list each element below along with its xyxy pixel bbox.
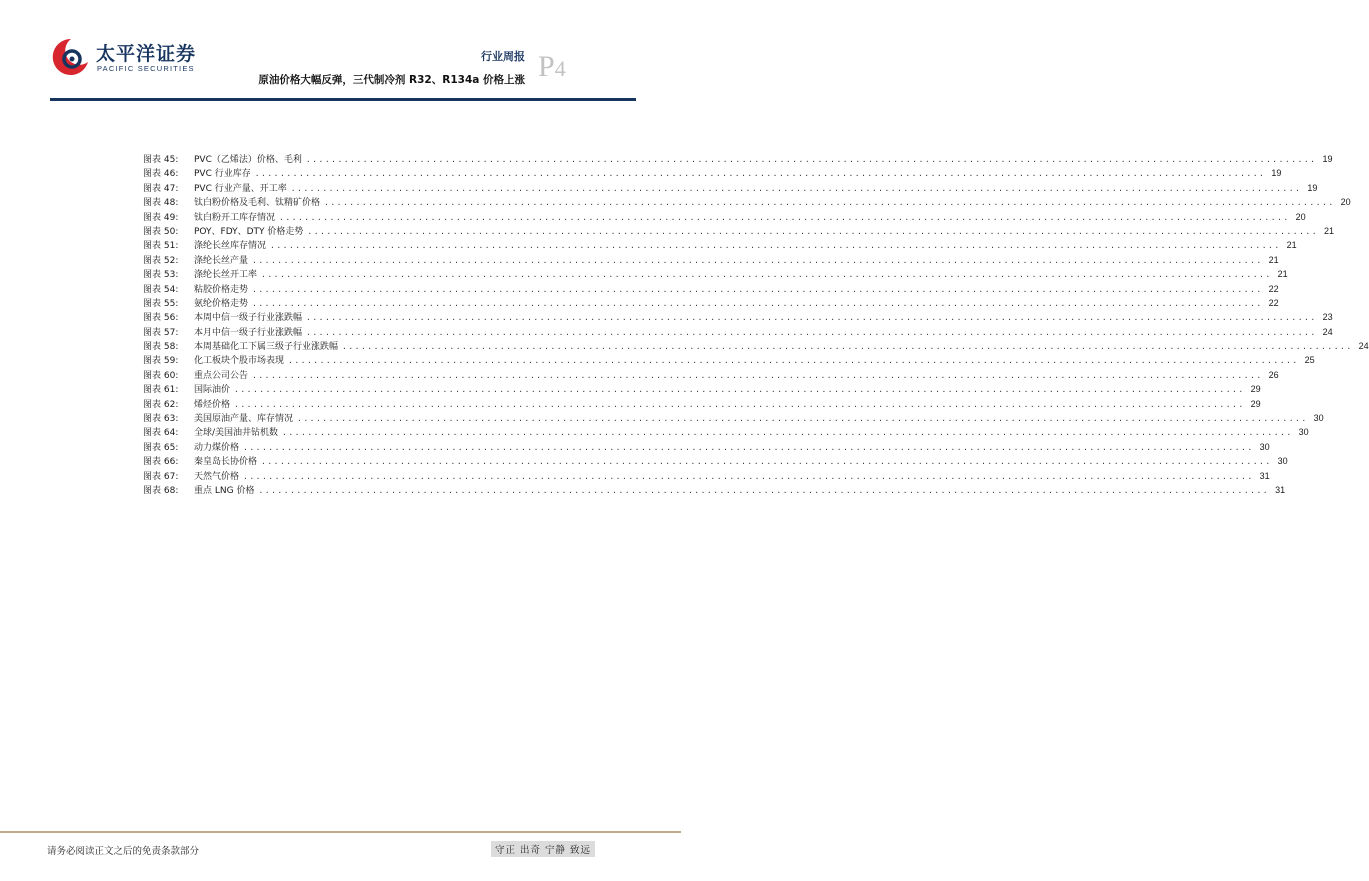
page-number: [538, 52, 566, 82]
toc-figure-title: 钛白粉开工库存情况: [194, 212, 276, 223]
toc-dot-leader: ................................................................................................................................................................: [261, 457, 1272, 467]
toc-figure-title: 重点公司公告: [194, 370, 249, 381]
toc-figure-label: 图表 49:: [143, 212, 179, 223]
toc-figure-title: 秦皇岛长协价格: [194, 457, 258, 468]
toc-figure-label: 图表 65:: [143, 442, 179, 453]
toc-figure-label: 图表 46:: [143, 169, 179, 180]
toc-figure-title: 钛白粉价格及毛利、钛精矿价格: [194, 198, 321, 209]
toc-entry[interactable]: [143, 469, 1270, 483]
toc-dot-leader: ................................................................................................................................................................: [306, 313, 1317, 323]
toc-figure-title: 涤纶长丝开工率: [194, 270, 258, 281]
toc-page-number: 23: [1322, 312, 1333, 323]
toc-figure-title: 本月中信一级子行业涨跌幅: [194, 327, 303, 338]
toc-figure-title: 国际油价: [194, 385, 231, 396]
toc-dot-leader: ................................................................................................................................................................: [306, 327, 1317, 337]
toc-dot-leader: ................................................................................................................................................................: [243, 442, 1254, 452]
toc-entry[interactable]: [143, 339, 1369, 353]
toc-dot-leader: ................................................................................................................................................................: [261, 270, 1272, 280]
toc-entry[interactable]: [143, 382, 1261, 396]
toc-figure-label: 图表 60:: [143, 370, 179, 381]
toc-figure-title: 涤纶长丝库存情况: [194, 241, 267, 252]
toc-dot-leader: ................................................................................................................................................................: [243, 471, 1254, 481]
toc-figure-title: 化工板块个股市场表现: [194, 356, 285, 367]
toc-figure-title: PVC 行业产量、开工率: [194, 183, 287, 194]
toc-page-number: 25: [1304, 355, 1315, 366]
toc-figure-label: 图表 58:: [143, 342, 179, 353]
toc-page-number: 21: [1268, 254, 1279, 265]
toc-figure-label: 图表 48:: [143, 198, 179, 209]
toc-figure-label: 图表 59:: [143, 356, 179, 367]
toc-dot-leader: ................................................................................................................................................................: [290, 183, 1302, 193]
toc-figure-label: 图表 55:: [143, 298, 179, 309]
toc-figure-title: 粘胶价格走势: [194, 284, 249, 295]
pacific-securities-logo-icon: [50, 36, 92, 78]
footer-divider: [0, 831, 681, 833]
toc-page-number: 29: [1250, 384, 1261, 395]
toc-figure-title: 氨纶价格走势: [194, 298, 249, 309]
toc-figure-label: 图表 47:: [143, 183, 179, 194]
toc-page-number: 21: [1286, 240, 1297, 251]
toc-page-number: 29: [1250, 398, 1261, 409]
toc-entry[interactable]: [143, 296, 1279, 310]
toc-dot-leader: ................................................................................................................................................................: [282, 428, 1293, 438]
toc-entry[interactable]: [143, 282, 1279, 296]
toc-figure-label: 图表 57:: [143, 327, 179, 338]
toc-dot-leader: ................................................................................................................................................................: [252, 255, 1263, 265]
toc-entry[interactable]: [143, 253, 1279, 267]
toc-entry[interactable]: [143, 224, 1335, 238]
page-prefix: P: [538, 50, 555, 83]
toc-page-number: 26: [1268, 369, 1279, 380]
toc-figure-title: 天然气价格: [194, 471, 240, 482]
toc-figure-label: 图表 66:: [143, 457, 179, 468]
toc-entry[interactable]: [143, 440, 1270, 454]
toc-entry[interactable]: [143, 310, 1333, 324]
toc-figure-label: 图表 51:: [143, 241, 179, 252]
toc-page-number: 30: [1277, 456, 1288, 467]
toc-entry[interactable]: [143, 325, 1333, 339]
toc-dot-leader: ................................................................................................................................................................: [324, 198, 1335, 208]
figure-index-list: [143, 152, 1369, 497]
toc-entry[interactable]: [143, 368, 1279, 382]
toc-page-number: 24: [1358, 341, 1369, 352]
report-title: 原油价格大幅反弹，三代制冷剂 R32、R134a 价格上涨: [258, 74, 525, 86]
toc-entry[interactable]: [143, 152, 1333, 166]
toc-dot-leader: ................................................................................................................................................................: [234, 399, 1245, 409]
toc-dot-leader: ................................................................................................................................................................: [252, 298, 1263, 308]
toc-page-number: 20: [1295, 211, 1306, 222]
toc-dot-leader: ................................................................................................................................................................: [307, 226, 1319, 236]
toc-figure-label: 图表 52:: [143, 255, 179, 266]
toc-page-number: 30: [1259, 441, 1270, 452]
toc-dot-leader: ................................................................................................................................................................: [288, 356, 1299, 366]
toc-figure-title: 本周中信一级子行业涨跌幅: [194, 313, 303, 324]
toc-figure-title: POY、FDY、DTY 价格走势: [194, 226, 304, 237]
toc-entry[interactable]: [143, 267, 1288, 281]
toc-entry[interactable]: [143, 425, 1309, 439]
header-divider: [50, 98, 636, 101]
toc-figure-label: 图表 45:: [143, 155, 179, 165]
toc-dot-leader: ................................................................................................................................................................: [258, 485, 1270, 495]
toc-page-number: 22: [1268, 297, 1279, 308]
toc-entry[interactable]: [143, 411, 1324, 425]
toc-figure-title: 重点 LNG 价格: [194, 485, 255, 496]
toc-figure-title: 烯烃价格: [194, 399, 231, 410]
page-number-value: 4: [554, 56, 566, 81]
toc-dot-leader: ................................................................................................................................................................: [297, 414, 1308, 424]
toc-page-number: 31: [1259, 470, 1270, 481]
toc-page-number: 19: [1322, 154, 1333, 164]
toc-figure-title: PVC（乙烯法）价格、毛利: [194, 155, 302, 165]
toc-figure-title: PVC 行业库存: [194, 169, 251, 180]
toc-entry[interactable]: [143, 353, 1315, 367]
brand-name-cn: 太平洋证券: [96, 43, 197, 65]
toc-entry[interactable]: [143, 238, 1297, 252]
toc-page-number: 30: [1313, 413, 1324, 424]
toc-figure-title: 动力煤价格: [194, 442, 240, 453]
toc-page-number: 21: [1277, 269, 1288, 280]
toc-figure-title: 本周基础化工下属三级子行业涨跌幅: [194, 342, 339, 353]
toc-entry[interactable]: [143, 195, 1351, 209]
toc-figure-title: 美国原油产量、库存情况: [194, 414, 294, 425]
report-type: 行业周报: [481, 50, 525, 63]
toc-entry[interactable]: [143, 483, 1286, 497]
toc-page-number: 30: [1298, 427, 1309, 438]
toc-figure-label: 图表 61:: [143, 385, 179, 396]
toc-figure-label: 图表 67:: [143, 471, 179, 482]
toc-figure-title: 全球/美国油井钻机数: [194, 428, 279, 439]
toc-page-number: 20: [1340, 197, 1351, 208]
toc-page-number: 31: [1275, 484, 1286, 495]
toc-entry[interactable]: [143, 166, 1282, 180]
toc-figure-label: 图表 50:: [143, 226, 179, 237]
toc-figure-label: 图表 68:: [143, 485, 179, 496]
brand-name-en: PACIFIC SECURITIES: [97, 64, 195, 73]
toc-dot-leader: ................................................................................................................................................................: [252, 370, 1263, 380]
toc-entry[interactable]: [143, 397, 1261, 411]
toc-entry[interactable]: [143, 210, 1306, 224]
toc-figure-label: 图表 56:: [143, 313, 179, 324]
toc-figure-label: 图表 54:: [143, 284, 179, 295]
toc-entry[interactable]: [143, 454, 1288, 468]
toc-dot-leader: ................................................................................................................................................................: [279, 212, 1290, 222]
toc-figure-label: 图表 64:: [143, 428, 179, 439]
toc-dot-leader: ................................................................................................................................................................: [270, 241, 1281, 251]
toc-dot-leader: ................................................................................................................................................................: [342, 342, 1353, 352]
toc-page-number: 19: [1271, 168, 1282, 179]
toc-page-number: 19: [1307, 182, 1318, 193]
toc-dot-leader: ................................................................................................................................................................: [254, 169, 1266, 179]
toc-figure-label: 图表 53:: [143, 270, 179, 281]
toc-dot-leader: ................................................................................................................................................................: [305, 155, 1317, 164]
toc-dot-leader: ................................................................................................................................................................: [252, 284, 1263, 294]
footer-motto: 守正 出奇 宁静 致远: [491, 841, 595, 857]
toc-entry[interactable]: [143, 181, 1318, 195]
company-logo: [50, 36, 210, 86]
toc-page-number: 22: [1268, 283, 1279, 294]
toc-figure-title: 涤纶长丝产量: [194, 255, 249, 266]
toc-page-number: 21: [1324, 225, 1335, 236]
toc-page-number: 24: [1322, 326, 1333, 337]
toc-figure-label: 图表 63:: [143, 414, 179, 425]
toc-dot-leader: ................................................................................................................................................................: [234, 385, 1245, 395]
toc-figure-label: 图表 62:: [143, 399, 179, 410]
footer-disclaimer: 请务必阅读正文之后的免责条款部分: [47, 846, 200, 857]
